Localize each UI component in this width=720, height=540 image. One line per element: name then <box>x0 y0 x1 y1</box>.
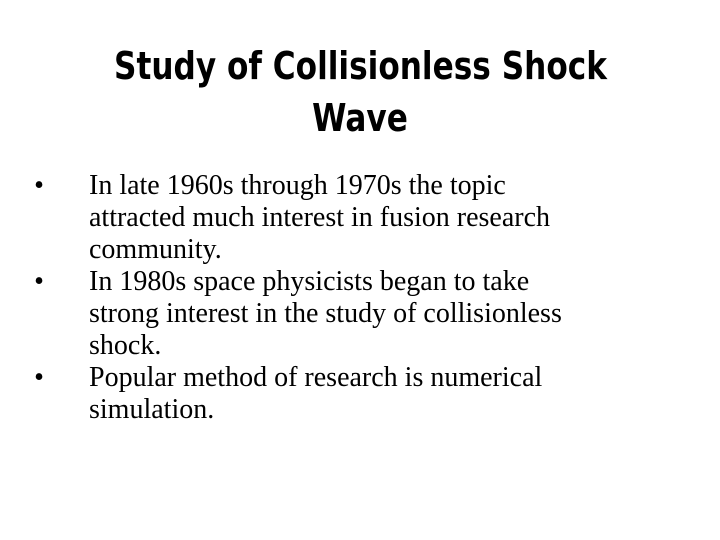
slide-title-line-2: Wave <box>312 96 408 140</box>
slide-title <box>114 40 606 144</box>
bullet-item-space-physics <box>28 266 668 362</box>
bullet-line: community. <box>89 234 222 265</box>
bullet-line: In 1980s space physicists began to take <box>89 266 530 297</box>
bullet-line: attracted much interest in fusion research <box>89 202 551 233</box>
slide-title-line-1: Study of Collisionless Shock <box>114 44 607 88</box>
bullet-dot: • <box>34 170 44 201</box>
bullet-item-simulation <box>28 362 668 426</box>
bullet-dot: • <box>34 266 44 297</box>
bullet-line: shock. <box>89 330 162 361</box>
bullet-line: simulation. <box>89 394 215 425</box>
bullet-list <box>28 170 668 426</box>
bullet-line: Popular method of research is numerical <box>89 362 543 393</box>
bullet-line: strong interest in the study of collisionless <box>89 298 562 329</box>
bullet-line: In late 1960s through 1970s the topic <box>89 170 506 201</box>
bullet-item-fusion <box>28 170 668 266</box>
bullet-dot: • <box>34 362 44 393</box>
